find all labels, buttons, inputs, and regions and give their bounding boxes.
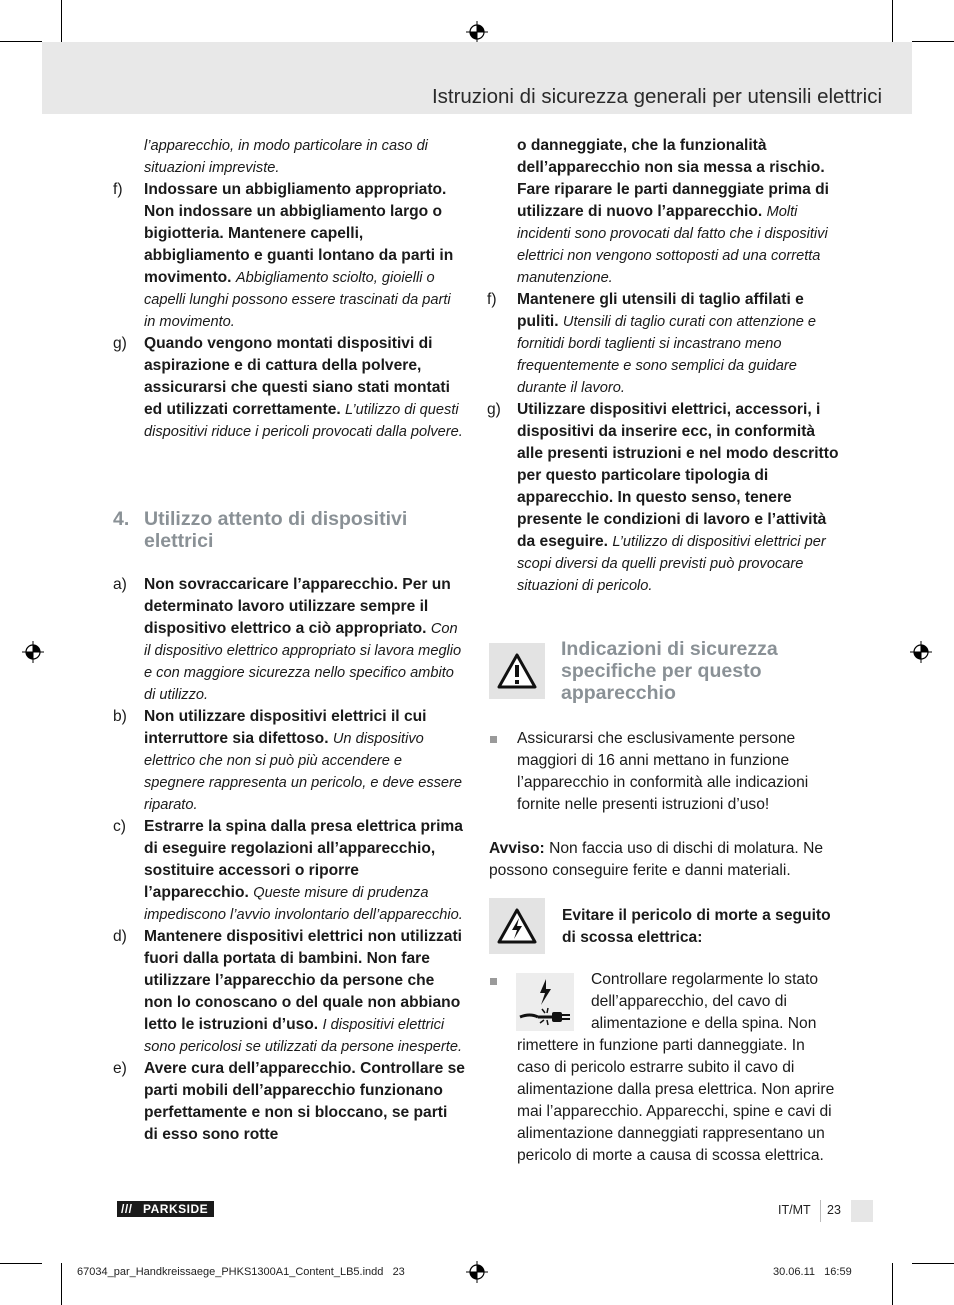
list-item: a) Non sovraccaricare l’apparecchio. Per un determinato lavoro utilizzare sempre il dispositivo elettrico a ciò appropriato. Con il dispositivo elettrico appropriato si lavora meglio e con maggiore sicurezza nello specifico ambito di utilizzo. bbox=[113, 576, 462, 703]
footer-tab bbox=[851, 1200, 873, 1222]
crop-mark bbox=[0, 41, 42, 42]
warning-triangle-icon bbox=[497, 653, 537, 689]
electric-warning-box bbox=[489, 898, 545, 954]
bullet-marker bbox=[490, 736, 497, 743]
crop-mark bbox=[0, 1263, 42, 1264]
bullet-item-electric: Controllare regolarmente lo stato dell’apparecchio, del cavo di alimentazione e della spina. Non rimettere in funzione parti danneggiate. In caso di pericolo estrarre subito il cavo di alimentazione dalla presa elettrica. Non aprire mai l’apparecchio. Apparecchi, spine e cavi di alimentazione danneggiati rappresentano un pericolo di morte a causa di scossa elettrica. bbox=[517, 971, 835, 1164]
left-column bbox=[113, 135, 465, 443]
registration-mark-icon bbox=[910, 641, 932, 663]
registration-mark-icon bbox=[466, 21, 488, 43]
electric-hazard-icon bbox=[497, 908, 537, 944]
crop-mark bbox=[912, 1263, 954, 1264]
page-number: 23 bbox=[827, 1203, 841, 1217]
registration-mark-icon bbox=[22, 641, 44, 663]
bullet-item: Assicurarsi che esclusivamente persone maggiori di 16 anni mettano in funzione l’apparecchio in conformità alle indicazioni fornite nelle presenti istruzioni d’uso! bbox=[517, 730, 809, 813]
specific-safety-heading: Indicazioni di sicurezza specifiche per questo apparecchio bbox=[561, 638, 778, 704]
list-item: c) Estrarre la spina dalla presa elettrica prima di eseguire regolazioni all’apparecchio, sostituire accessori o riporre l’apparecchio. Queste misure di prudenza impediscono l’avvio involontario dell’apparecchio. bbox=[113, 818, 463, 923]
electric-heading: Evitare il pericolo di morte a seguito di scossa elettrica: bbox=[562, 907, 831, 946]
crop-mark bbox=[892, 1263, 893, 1305]
print-date: 30.06.11 16:59 bbox=[773, 1266, 852, 1278]
file-info: 67034_par_Handkreissaege_PHKS1300A1_Content_LB5.indd 23 bbox=[77, 1266, 405, 1278]
crop-mark bbox=[892, 0, 893, 42]
registration-mark-icon bbox=[466, 1261, 488, 1283]
list-item: b) Non utilizzare dispositivi elettrici il cui interruttore sia difettoso. Un dispositivo elettrico che non si può più accendere e spegnere rappresenta un pericolo, e deve essere riparato. bbox=[113, 708, 463, 813]
language-code: IT/MT bbox=[778, 1203, 811, 1217]
notice: Avviso: Non faccia uso di dischi di molatura. Ne possono conseguire ferite e danni materiali. bbox=[489, 840, 823, 879]
footer-divider bbox=[820, 1200, 821, 1222]
intro-text: l’apparecchio, in modo particolare in caso di situazioni impreviste. bbox=[144, 138, 428, 176]
section-heading: 4. Utilizzo attento di dispositivi elettrici bbox=[113, 508, 408, 552]
crop-mark bbox=[912, 41, 954, 42]
list-item: g) Utilizzare dispositivi elettrici, accessori, i dispositivi da inserire ecc, in conformità alle presenti istruzioni e nel modo descritto per questo particolare tipologia di apparecchio. In questo senso, tenere presente le condizioni di lavoro e l’attività da eseguire. L’utilizzo di dispositivi elettrici per scopi diversi da quelli previsti può provocare situazioni di pericolo. bbox=[487, 401, 839, 594]
right-column bbox=[487, 135, 840, 597]
page-title: Istruzioni di sicurezza generali per utensili elettrici bbox=[431, 85, 882, 108]
continued-text: o danneggiate, che la funzionalità dell’apparecchio non sia messa a rischio. Fare riparare le parti danneggiate prima di utilizzare di nuovo l’apparecchio. Molti incidenti sono provocati dal fatto che i dispositivi elettrici non vengono sottoposti ad una corretta manutenzione. bbox=[517, 137, 829, 286]
list-item: e) Avere cura dell’apparecchio. Controllare se parti mobili dell’apparecchio funzionano perfettamente e non si bloccano, se parti di esso sono rotte bbox=[113, 1060, 465, 1143]
list-item: f) Mantenere gli utensili di taglio affilati e puliti. Utensili di taglio curati con attenzione e fornitidi bordi taglienti si incastrano meno frequentemente e sono semplici da guidare durante il lavoro. bbox=[487, 291, 817, 396]
crop-mark bbox=[61, 1263, 62, 1305]
parkside-logo: /// PARKSIDE bbox=[117, 1201, 214, 1217]
list-item: g) Quando vengono montati dispositivi di aspirazione e di cattura della polvere, assicurarsi che questi siano stati montati ed utilizzati correttamente. L’utilizzo di questi dispositivi riduce i pericoli provocati dalla polvere. bbox=[113, 335, 463, 440]
crop-mark bbox=[61, 0, 62, 42]
list-item: f) Indossare un abbigliamento appropriato. Non indossare un abbigliamento largo o bigiotteria. Mantenere capelli, abbigliamento e guanti lontano da parti in movimento. Abbigliamento sciolto, gioielli o capelli lunghi possono essere trascinati da parti in movimento. bbox=[113, 181, 454, 330]
list-item: d) Mantenere dispositivi elettrici non utilizzati fuori dalla portata di bambini. Non fare utilizzare l’apparecchio da persone che non lo conoscano o del quale non abbiano letto le istruzioni d’uso. I dispositivi elettrici sono pericolosi se utilizzati da persone inesperte. bbox=[113, 928, 462, 1055]
section4-list bbox=[113, 574, 465, 1146]
warning-box bbox=[489, 643, 545, 699]
bullet-marker bbox=[490, 978, 497, 985]
